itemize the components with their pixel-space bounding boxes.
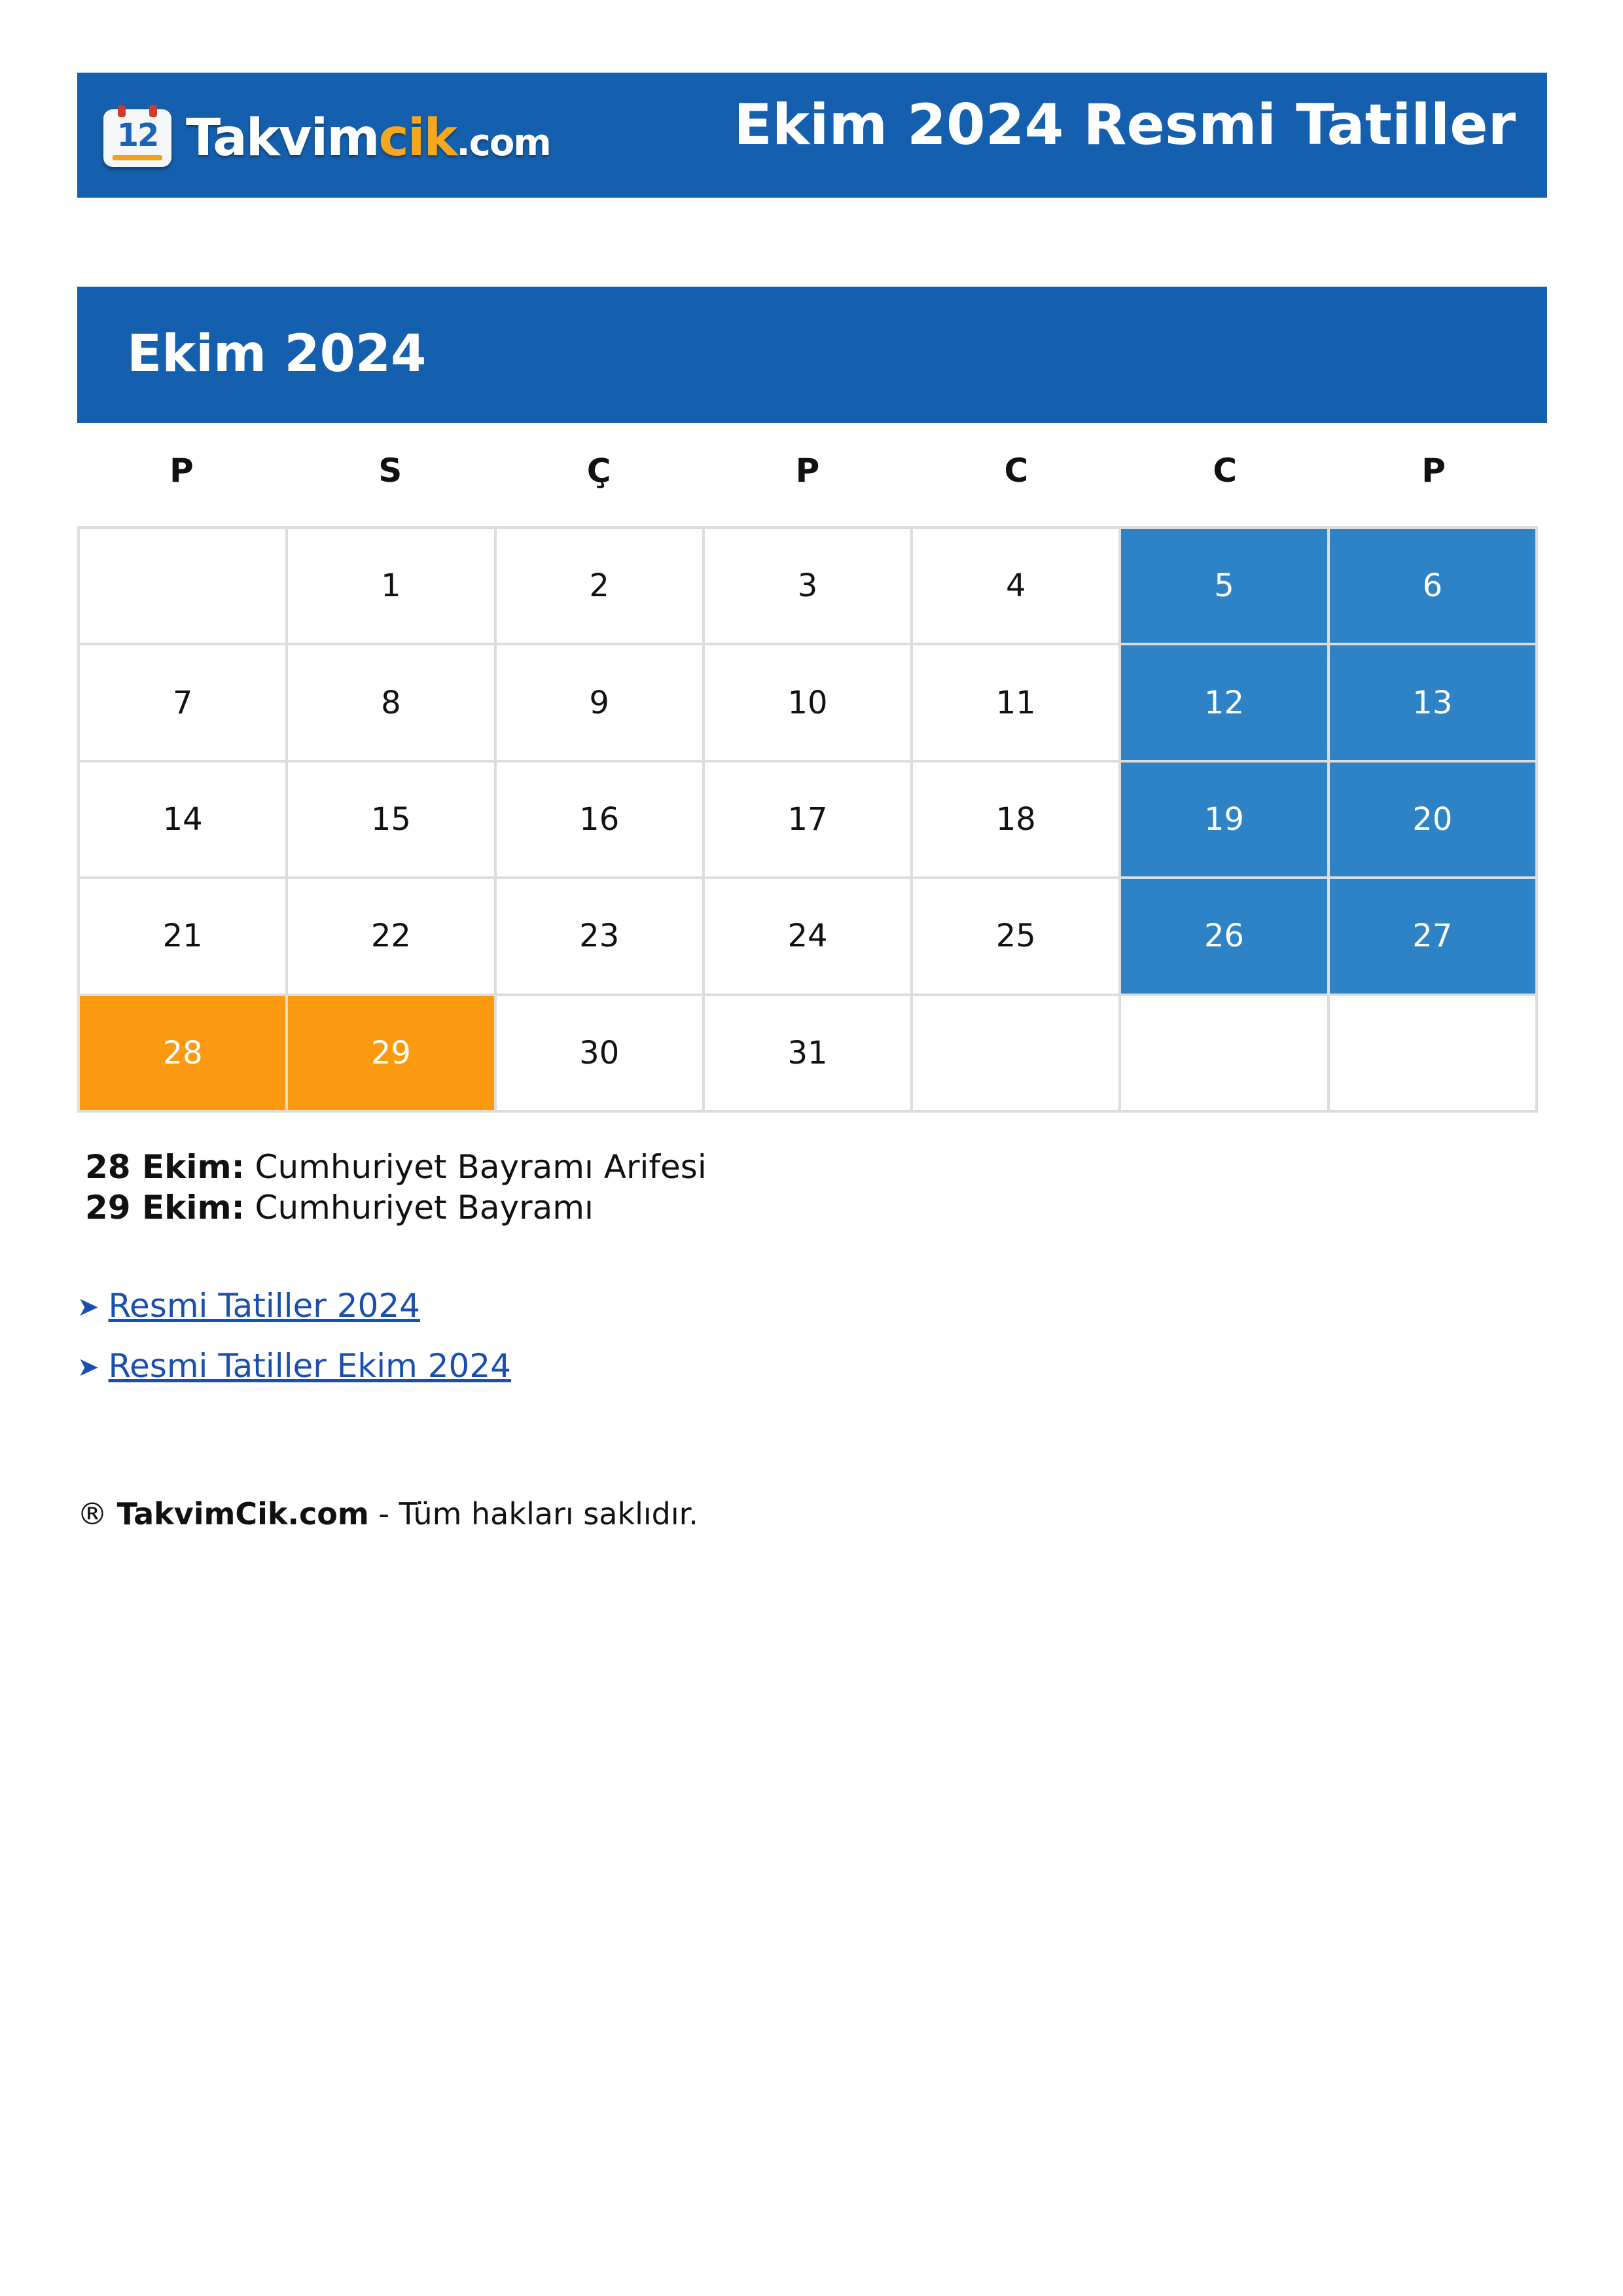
calendar-day: 18 (913, 762, 1121, 879)
holiday-name: Cumhuriyet Bayramı (255, 1189, 594, 1227)
calendar-day: 31 (705, 996, 913, 1113)
holiday-item (85, 1147, 707, 1187)
month-header (77, 287, 1547, 423)
top-header (77, 73, 1547, 198)
footer-text: - Tüm hakları saklıdır. (368, 1496, 698, 1532)
weekday-friday: C (1004, 452, 1029, 490)
calendar-day: 24 (705, 879, 913, 996)
weekday-header-row (77, 452, 1538, 497)
month-title: Ekim 2024 (127, 325, 427, 384)
calendar-day: 25 (913, 879, 1121, 996)
footer-brand: TakvimCik.com (116, 1496, 369, 1532)
calendar-day: 15 (288, 762, 496, 879)
calendar-icon (103, 109, 171, 167)
calendar-day-weekend: 5 (1121, 529, 1329, 645)
holiday-date: 28 Ekim: (85, 1148, 245, 1186)
holiday-item (85, 1187, 707, 1228)
calendar-day-holiday: 29 (288, 996, 496, 1113)
calendar-day: 1 (288, 529, 496, 645)
logo-text: Takvimcik.com (186, 109, 550, 168)
calendar-day: 4 (913, 529, 1121, 645)
calendar-day: 2 (497, 529, 705, 645)
calendar-day: 17 (705, 762, 913, 879)
calendar-day: 11 (913, 645, 1121, 762)
calendar-day-weekend: 26 (1121, 879, 1329, 996)
calendar-day: 9 (497, 645, 705, 762)
calendar-day: 30 (497, 996, 705, 1113)
calendar-day-empty (80, 529, 288, 645)
link-resmi-tatiller-2024[interactable]: Resmi Tatiller 2024 (108, 1287, 420, 1325)
calendar-grid (77, 526, 1538, 1113)
link-resmi-tatiller-ekim-2024[interactable]: Resmi Tatiller Ekim 2024 (108, 1347, 511, 1385)
related-links (77, 1287, 511, 1407)
registered-icon: ® (77, 1496, 107, 1532)
holiday-date: 29 Ekim: (85, 1189, 245, 1227)
calendar-day: 3 (705, 529, 913, 645)
link-row (77, 1287, 511, 1347)
weekday-thursday: P (795, 452, 820, 490)
calendar-day: 21 (80, 879, 288, 996)
site-logo[interactable] (103, 105, 550, 171)
weekday-monday: P (169, 452, 194, 490)
arrow-right-icon: ➤ (77, 1352, 99, 1382)
logo-icon-number: 12 (116, 117, 158, 154)
calendar-day-holiday: 28 (80, 996, 288, 1113)
calendar-day: 22 (288, 879, 496, 996)
weekday-saturday: C (1213, 452, 1238, 490)
calendar-day: 23 (497, 879, 705, 996)
footer (77, 1496, 698, 1532)
calendar-day-weekend: 6 (1330, 529, 1538, 645)
calendar-day-weekend: 27 (1330, 879, 1538, 996)
calendar-day: 8 (288, 645, 496, 762)
link-row (77, 1347, 511, 1407)
calendar-day-empty (1121, 996, 1329, 1113)
calendar-day-weekend: 20 (1330, 762, 1538, 879)
page-title: Ekim 2024 Resmi Tatiller (734, 92, 1516, 158)
calendar-day: 7 (80, 645, 288, 762)
arrow-right-icon: ➤ (77, 1292, 99, 1322)
weekday-wednesday: Ç (586, 452, 611, 490)
calendar-day-weekend: 19 (1121, 762, 1329, 879)
calendar-day: 16 (497, 762, 705, 879)
calendar-day: 14 (80, 762, 288, 879)
calendar-day-empty (913, 996, 1121, 1113)
holiday-name: Cumhuriyet Bayramı Arifesi (255, 1148, 707, 1186)
calendar-day: 10 (705, 645, 913, 762)
holiday-list (85, 1147, 707, 1228)
calendar-day-empty (1330, 996, 1538, 1113)
calendar-day-weekend: 12 (1121, 645, 1329, 762)
calendar-day-weekend: 13 (1330, 645, 1538, 762)
weekday-sunday: P (1421, 452, 1446, 490)
weekday-tuesday: S (378, 452, 402, 490)
